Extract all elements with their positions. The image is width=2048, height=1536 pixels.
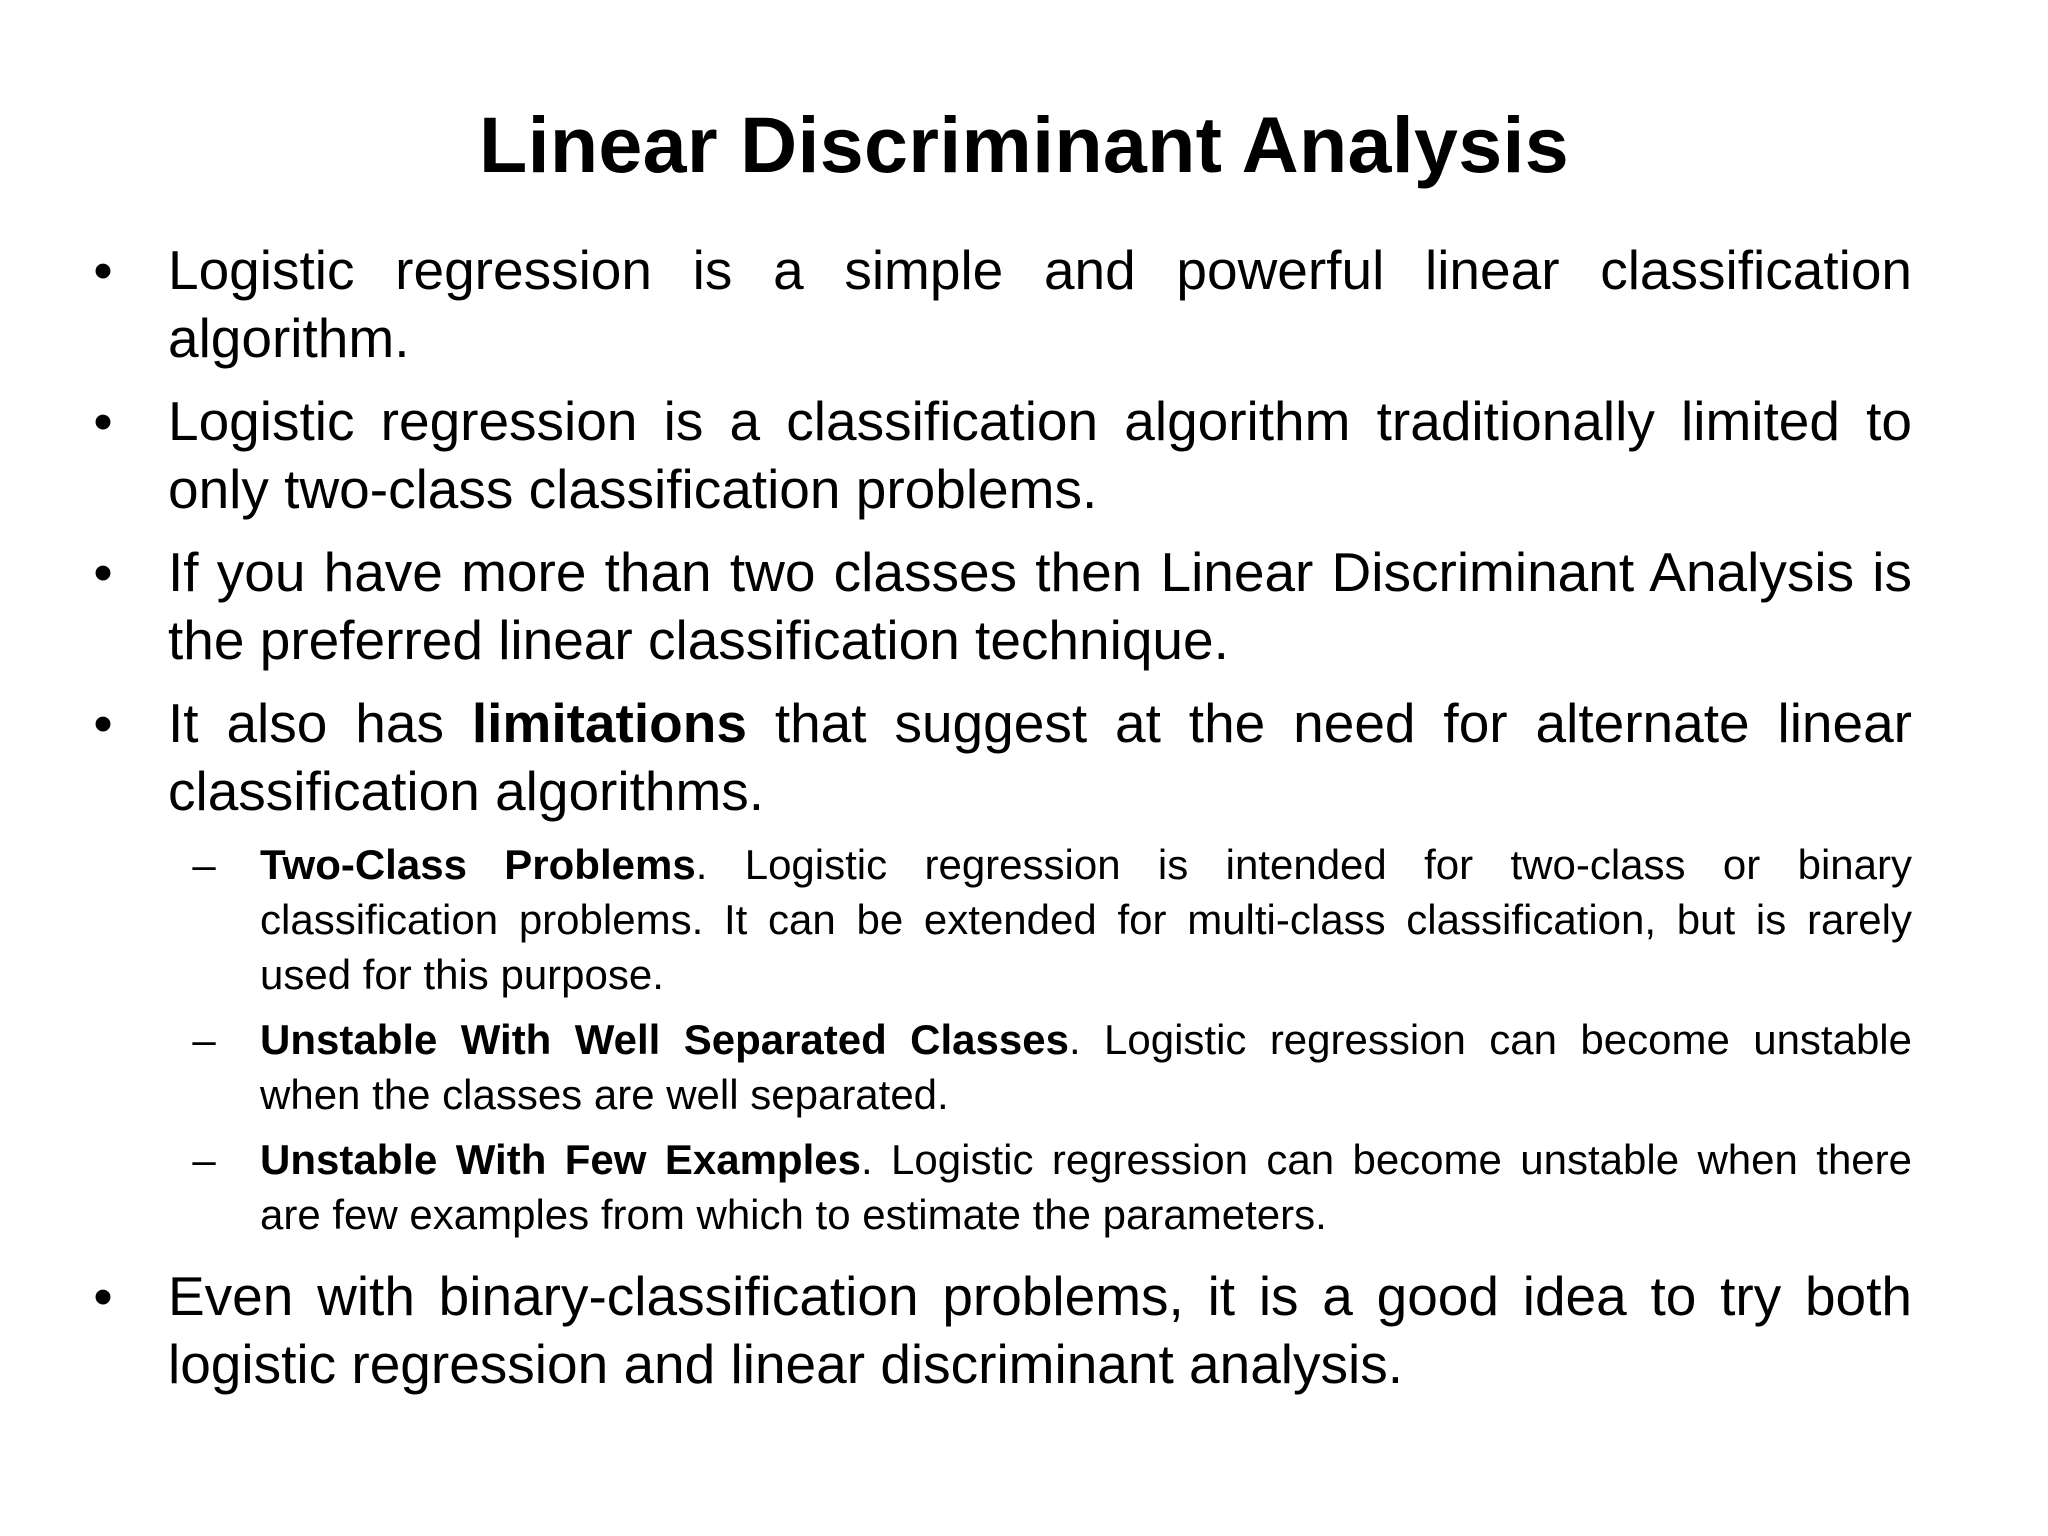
slide-title: Linear Discriminant Analysis	[479, 100, 1569, 189]
sub-bullet-text: . Logistic regression can become unstable when there are few examples from which to estimate the parameters.	[260, 1136, 1913, 1238]
bullet-item	[93, 689, 1912, 825]
bullet-text-emphasis: limitations	[471, 692, 747, 754]
bullet-marker: •	[93, 1265, 113, 1327]
bullet-list	[0, 236, 2048, 1398]
bullet-item	[93, 538, 1912, 674]
sub-bullet-heading: Two-Class Problems	[260, 841, 696, 888]
bullet-text: If you have more than two classes then Linear Discriminant Analysis is the preferred linear classification technique.	[168, 541, 1912, 671]
sub-bullet-heading: Unstable With Few Examples	[260, 1136, 861, 1183]
bullet-item	[93, 387, 1912, 523]
sub-bullet-marker: –	[192, 1016, 216, 1063]
bullet-item	[93, 1262, 1912, 1398]
bullet-marker: •	[93, 390, 113, 452]
sub-bullet-heading: Unstable With Well Separated Classes	[260, 1016, 1069, 1063]
sub-bullet-marker: –	[192, 841, 216, 888]
bullet-text: Logistic regression is a classification algorithm traditionally limited to only two-class classification problems.	[168, 390, 1912, 520]
bullet-marker: •	[93, 239, 113, 301]
bullet-marker: •	[93, 692, 113, 754]
bullet-text-after: that suggest at the need for alternate linear classification algorithms.	[168, 692, 1912, 822]
bullet-marker: •	[93, 541, 113, 603]
bullet-text: Even with binary-classification problems, it is a good idea to try both logistic regression and linear discriminant analysis.	[168, 1265, 1912, 1395]
sub-bullet-text: . Logistic regression can become unstable when the classes are well separated.	[260, 1016, 1912, 1118]
sub-bullet-marker: –	[192, 1136, 216, 1183]
sub-bullet-text: . Logistic regression is intended for two-class or binary classification problems. It can be extended for multi-class classification, but is rarely used for this purpose.	[260, 841, 1912, 998]
sub-bullet-item	[192, 1132, 1913, 1242]
bullet-text-before: It also has	[168, 692, 472, 754]
bullet-item	[93, 236, 1912, 372]
sub-bullet-item	[192, 837, 1912, 1002]
bullet-text: Logistic regression is a simple and powerful linear classification algorithm.	[168, 239, 1912, 369]
sub-bullet-item	[192, 1012, 1912, 1122]
